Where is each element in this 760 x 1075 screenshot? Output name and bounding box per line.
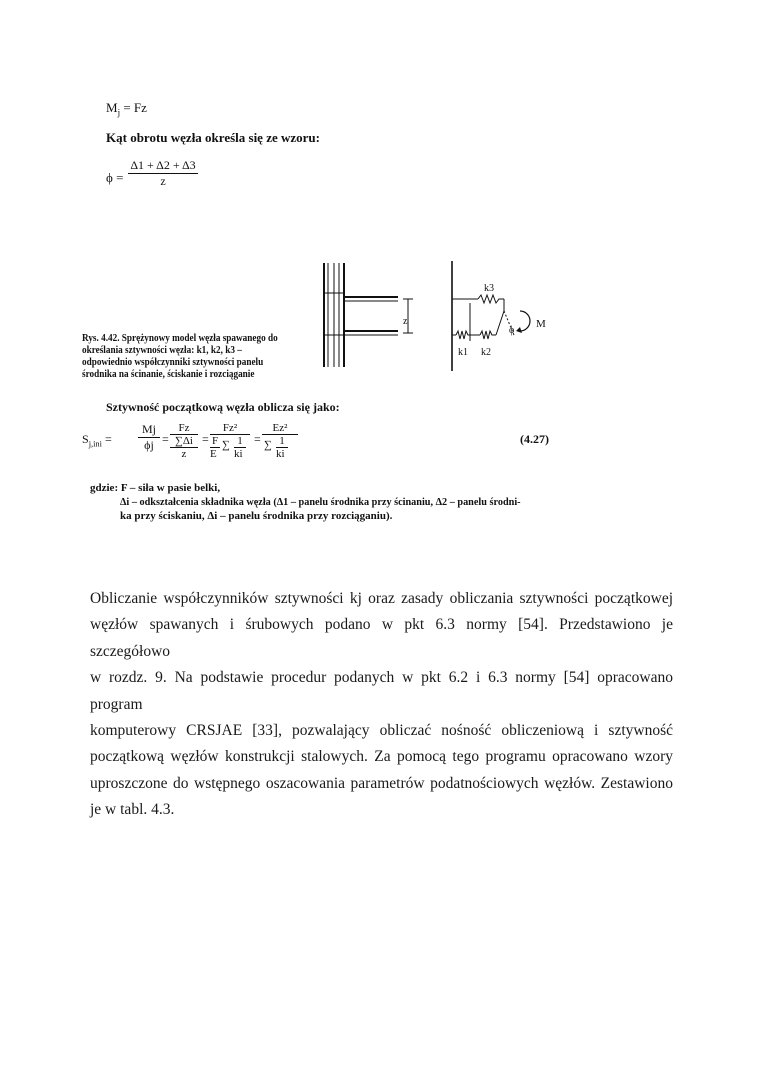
diagram-label-k1: k1 <box>458 347 468 358</box>
where-line-1: gdzie: F – siła w pasie belki, <box>90 482 221 494</box>
sj-f1-den: ϕj <box>144 438 154 452</box>
phi-lhs: ϕ = <box>106 170 124 185</box>
stiffness-heading: Sztywność początkową węzła oblicza się jako: <box>106 400 340 414</box>
sj-f2-num: Fz <box>170 422 198 435</box>
sj-f3-num: Fz² <box>210 422 250 435</box>
body-paragraph <box>90 586 673 824</box>
sj-f1-num: Mj <box>138 422 160 438</box>
figure-caption: Rys. 4.42. Sprężynowy model węzła spawanego do określania sztywności węzła: k1, k2, k3 – odpowiednio współczynniki sztywności panelu środnika na ścinanie, ściskanie i rozciąganie <box>82 333 278 380</box>
phi-denominator: z <box>160 174 166 188</box>
diagram-label-phi: ϕ <box>509 325 515 336</box>
body-line: uproszczone do wstępnego oszacowania parametrów podatnościowych węzłów. Zestawiono <box>90 774 673 792</box>
mj-subscript: j <box>117 107 121 118</box>
diagram-label-k3: k3 <box>484 283 494 294</box>
phi-numerator: Δ1 + Δ2 + Δ3 <box>128 158 198 174</box>
eq-sign-2: = <box>202 432 209 446</box>
body-line: Obliczanie współczynników sztywności kj oraz zasady obliczania sztywności początkowej <box>90 590 673 607</box>
eq-sign-3: = <box>254 432 261 446</box>
diagram-label-k2: k2 <box>481 347 491 358</box>
sj-f3-den <box>210 435 250 461</box>
body-line: komputerowy CRSJAE [33], pozwalający obliczać nośność obliczeniową i sztywność <box>90 722 673 740</box>
mj-equation <box>106 100 147 118</box>
mj-symbol: M <box>106 100 118 115</box>
sj-f3-frac-num: 1 <box>234 435 246 448</box>
mj-rhs: = Fz <box>120 100 147 115</box>
sj-f3-den-b: E <box>210 448 217 460</box>
body-line: w rozdz. 9. Na podstawie procedur podanych w pkt 6.2 i 6.3 normy [54] opracowano program <box>90 669 673 713</box>
sj-lhs: $S_{j,ini}$ = <box>82 432 112 449</box>
sj-fraction-2 <box>170 422 198 460</box>
diagram-label-M: M <box>536 318 546 330</box>
sj-subscript: j,ini <box>88 439 102 449</box>
sj-fraction-3 <box>210 422 250 461</box>
body-line: węzłów spawanych i śrubowych podano w pkt 6.3 normy [54]. Przedstawiono je szczegółowo <box>90 616 673 660</box>
sj-f4-num: Ez² <box>262 422 298 435</box>
sj-f2-den-top: ∑Δi <box>170 435 198 448</box>
equation-number: (4.27) <box>520 432 549 446</box>
sj-symbol: S <box>82 432 89 446</box>
sj-f3-sum: ∑ <box>222 439 230 451</box>
joint-diagram <box>310 255 570 375</box>
phi-fraction <box>128 158 198 189</box>
body-line: początkową węzłów konstrukcji stalowych. Za pomocą tego programu opracowano wzory <box>90 748 673 766</box>
sj-f4-den <box>262 435 298 461</box>
body-line: je w tabl. 4.3. <box>90 801 175 819</box>
sj-f3-frac-den: ki <box>234 448 243 460</box>
diagram-label-z: z <box>403 316 408 327</box>
where-line-2: Δi – odkształcenia składnika węzła (Δ1 – panelu środnika przy ścinaniu, Δ2 – panelu środni- <box>120 496 521 508</box>
kat-heading: Kąt obrotu węzła określa się ze wzoru: <box>106 130 320 145</box>
sj-f4-frac-num: 1 <box>276 435 288 448</box>
eq-sign-1: = <box>162 432 169 446</box>
sj-f2-den-bot: z <box>181 448 187 460</box>
sj-fraction-4 <box>262 422 298 461</box>
sj-f4-frac-den: ki <box>276 448 285 460</box>
sj-f4-sum: ∑ <box>264 439 272 451</box>
sj-f3-den-a: F <box>211 435 219 447</box>
sj-fraction-1 <box>138 422 160 453</box>
where-line-3: ka przy ściskaniu, Δi – panelu środnika przy rozciąganiu). <box>120 510 393 522</box>
